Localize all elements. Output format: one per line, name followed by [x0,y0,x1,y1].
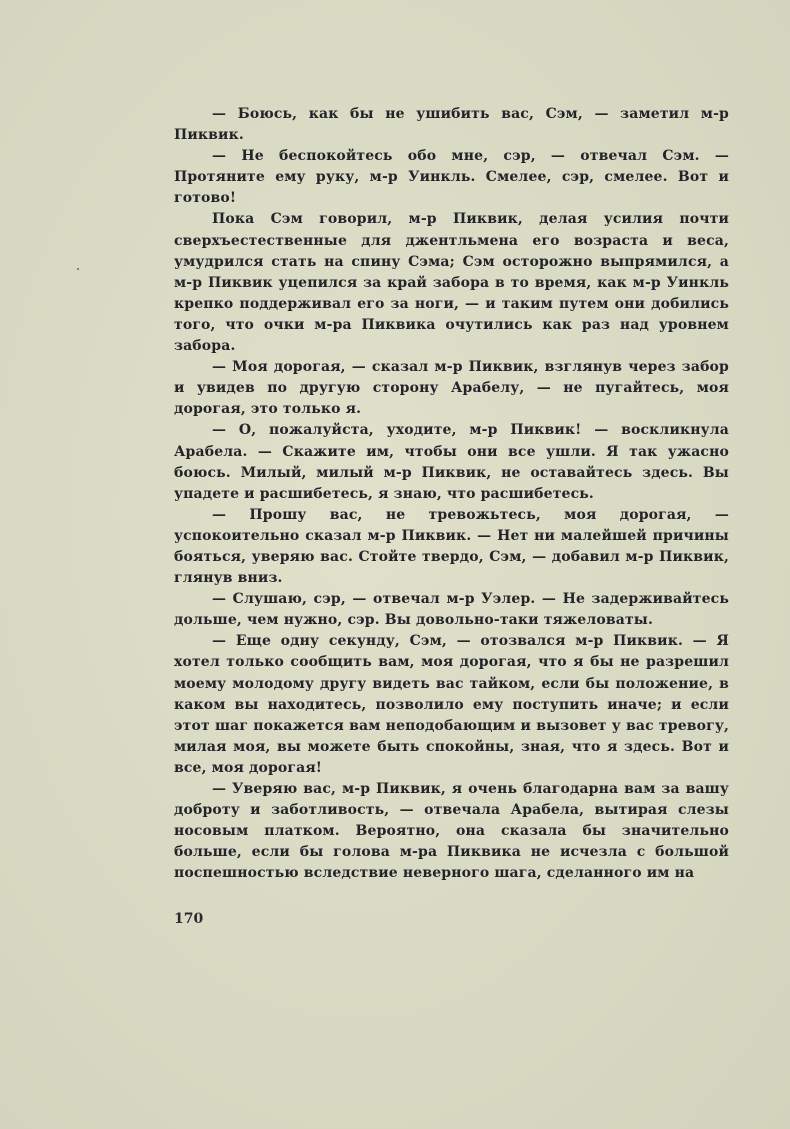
paragraph-7: — Слушаю, сэр, — отвечал м-р Уэлер. — Не задерживайтесь дольше, чем нужно, сэр. Вы довольно-таки тяжеловаты. [174,591,729,629]
paragraph-5: — О, пожалуйста, уходите, м-р Пиквик! — воскликнула Арабела. — Скажите им, чтобы они все ушли. Я так ужасно боюсь. Милый, милый м-р Пиквик, не оставайтесь здесь. Вы упадете и расшибетесь, я знаю, что расшибетесь. [174,422,729,502]
paragraph-6: — Прошу вас, не тревожьтесь, моя дорогая, — успокоительно сказал м-р Пиквик. — Нет ни малейшей причины бояться, уверяю вас. Стойте твердо, Сэм, — добавил м-р Пиквик, глянув вниз. [174,506,729,587]
paragraph-9: — Уверяю вас, м-р Пиквик, я очень благодарна вам за вашу доброту и заботливость, — отвечала Арабела, вытирая слезы носовым платком. Вероятно, она сказала бы значительно больше, если бы голова м-ра Пиквика не исчезла с большой поспешностью вследствие неверного шага, сделанного им на [174,781,729,882]
paragraph-2: — Не беспокойтесь обо мне, сэр, — отвечал Сэм. — Протяните ему руку, м-р Уинкль. Смелее, сэр, смелее. Вот и готово! [174,148,729,207]
paragraph-1: — Боюсь, как бы не ушибить вас, Сэм, — заметил м-р Пиквик. [174,106,729,144]
ink-speck [77,268,79,270]
body-text [174,104,729,884]
paragraph-3: Пока Сэм говорил, м-р Пиквик, делая усилия почти сверхъестественные для джентльмена его возраста и веса, умудрился стать на спину Сэма; Сэм осторожно выпрямился, а м-р Пиквик уцепился за край забора в то время, как м-р Уинкль крепко поддерживал его за ноги, — и таким путем они добились того, что очки м-ра Пиквика очутились как раз над уровнем забора. [174,211,729,355]
paragraph-8: — Еще одну секунду, Сэм, — отозвался м-р Пиквик. — Я хотел только сообщить вам, моя дорогая, что я бы не разрешил моему молодому другу видеть вас тайком, если бы положение, в каком вы находитесь, позволило ему поступить иначе; и если этот шаг покажется вам неподобающим и вызовет у вас тревогу, милая моя, вы можете быть спокойны, зная, что я здесь. Вот и все, моя дорогая! [174,633,729,776]
page-number: 170 [174,911,204,927]
paragraph-4: — Моя дорогая, — сказал м-р Пиквик, взглянув через забор и увидев по другую сторону Арабелу, — не пугайтесь, моя дорогая, это только я. [174,359,729,418]
